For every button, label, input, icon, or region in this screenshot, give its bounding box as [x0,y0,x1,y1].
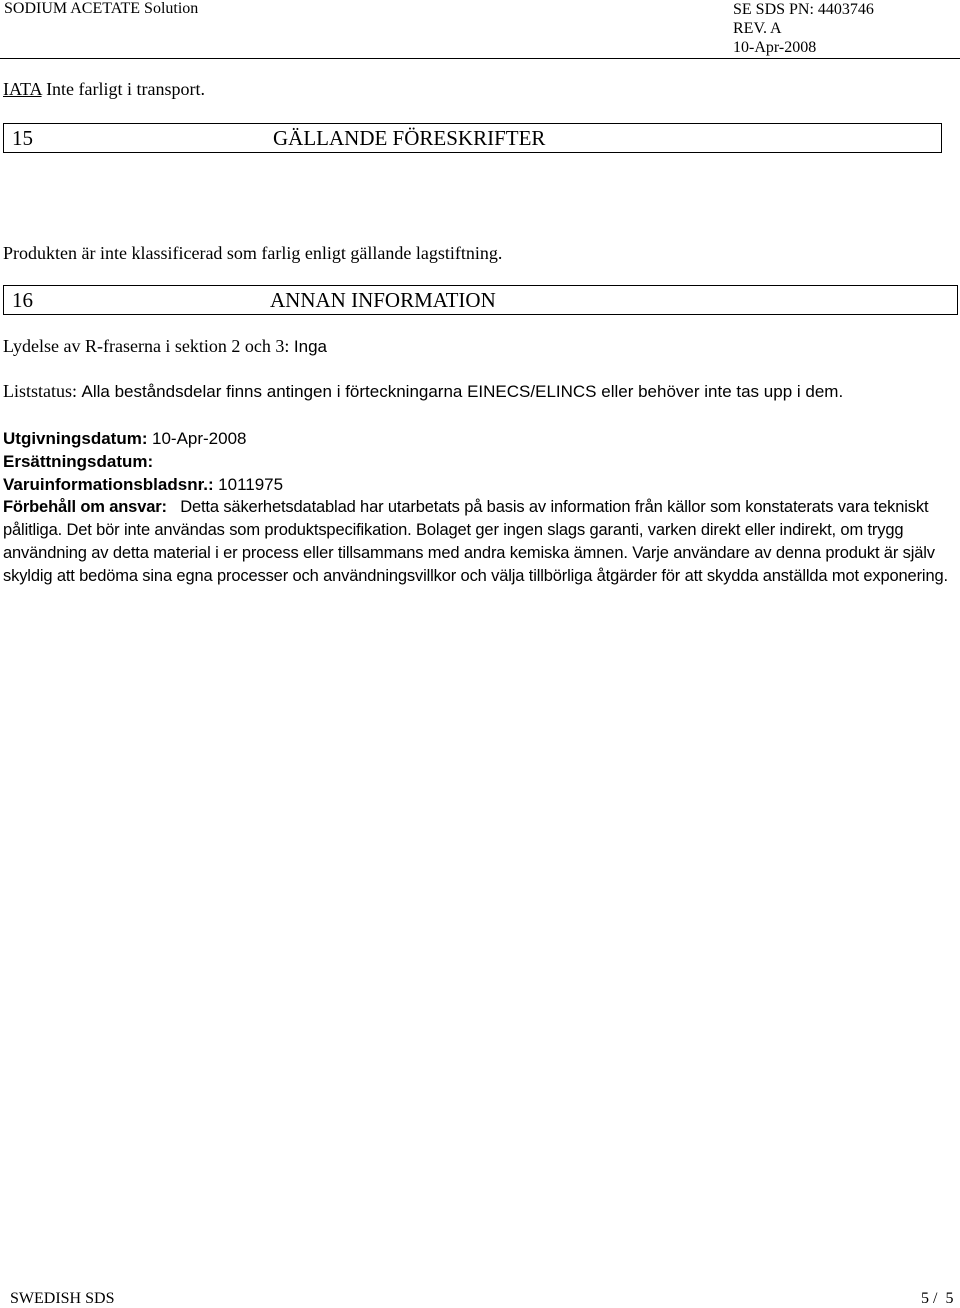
section-16-number: 16 [12,288,33,312]
header-revision: REV. A [733,20,782,37]
regulation-statement: Produkten är inte klassificerad som farlig enligt gällande lagstiftning. [3,243,503,263]
section-15-title: GÄLLANDE FÖRESKRIFTER [273,126,546,150]
list-status-line [3,381,843,402]
header-doc-id: SE SDS PN: 4403746 [733,1,874,18]
disclaimer-text: Detta säkerhetsdatablad har utarbetats på basis av information från källor som konstaterats vara tekniskt pålitliga. Det bör inte användas som produktspecifikation. Bolaget ger ingen slags garanti, varken direkt eller indirekt, om trygg användning av detta material i er process eller tillsammans med andra kemiska ämnen. Varje användare av denna produkt är själv skyldig att bedöma sina egna processer och användningsvillkor och välja tillbörliga åtgärder för att skydda anställda mot exponering. [3,498,948,585]
footer-document-type: SWEDISH SDS [10,1290,115,1307]
iata-transport-line [3,79,205,100]
replacement-date-label: Ersättningsdatum: [3,452,154,471]
product-info-number-label: Varuinformationsbladsnr.: [3,475,214,494]
product-info-number-value: 1011975 [218,475,284,494]
issue-date-label: Utgivningsdatum: [3,429,148,448]
list-status-label: Liststatus: [3,381,78,401]
iata-text: Inte farligt i transport. [46,79,206,99]
r-phrases-label: Lydelse av R-fraserna i sektion 2 och 3: [3,336,290,356]
disclaimer-label: Förbehåll om ansvar: [3,498,167,516]
header-date: 10-Apr-2008 [733,39,817,56]
issue-date-value: 10-Apr-2008 [152,429,247,448]
footer-page-number: 5 / 5 [921,1290,954,1307]
header-product-name: SODIUM ACETATE Solution [4,0,199,17]
header-divider [0,58,960,59]
r-phrases-line [3,336,327,357]
header-document-info [733,0,874,57]
section-15-heading [3,123,942,153]
section-16-title: ANNAN INFORMATION [270,288,496,312]
section-15-number: 15 [12,126,33,150]
liability-disclaimer [3,496,960,588]
issue-date-line [3,428,247,449]
replacement-date-line [3,451,153,472]
section-16-heading [3,285,958,315]
list-status-value: Alla beståndsdelar finns antingen i förteckningarna EINECS/ELINCS eller behöver inte tas upp i dem. [81,382,844,401]
product-info-number-line [3,474,283,495]
iata-label: IATA [3,79,42,99]
r-phrases-value: Inga [293,337,328,356]
